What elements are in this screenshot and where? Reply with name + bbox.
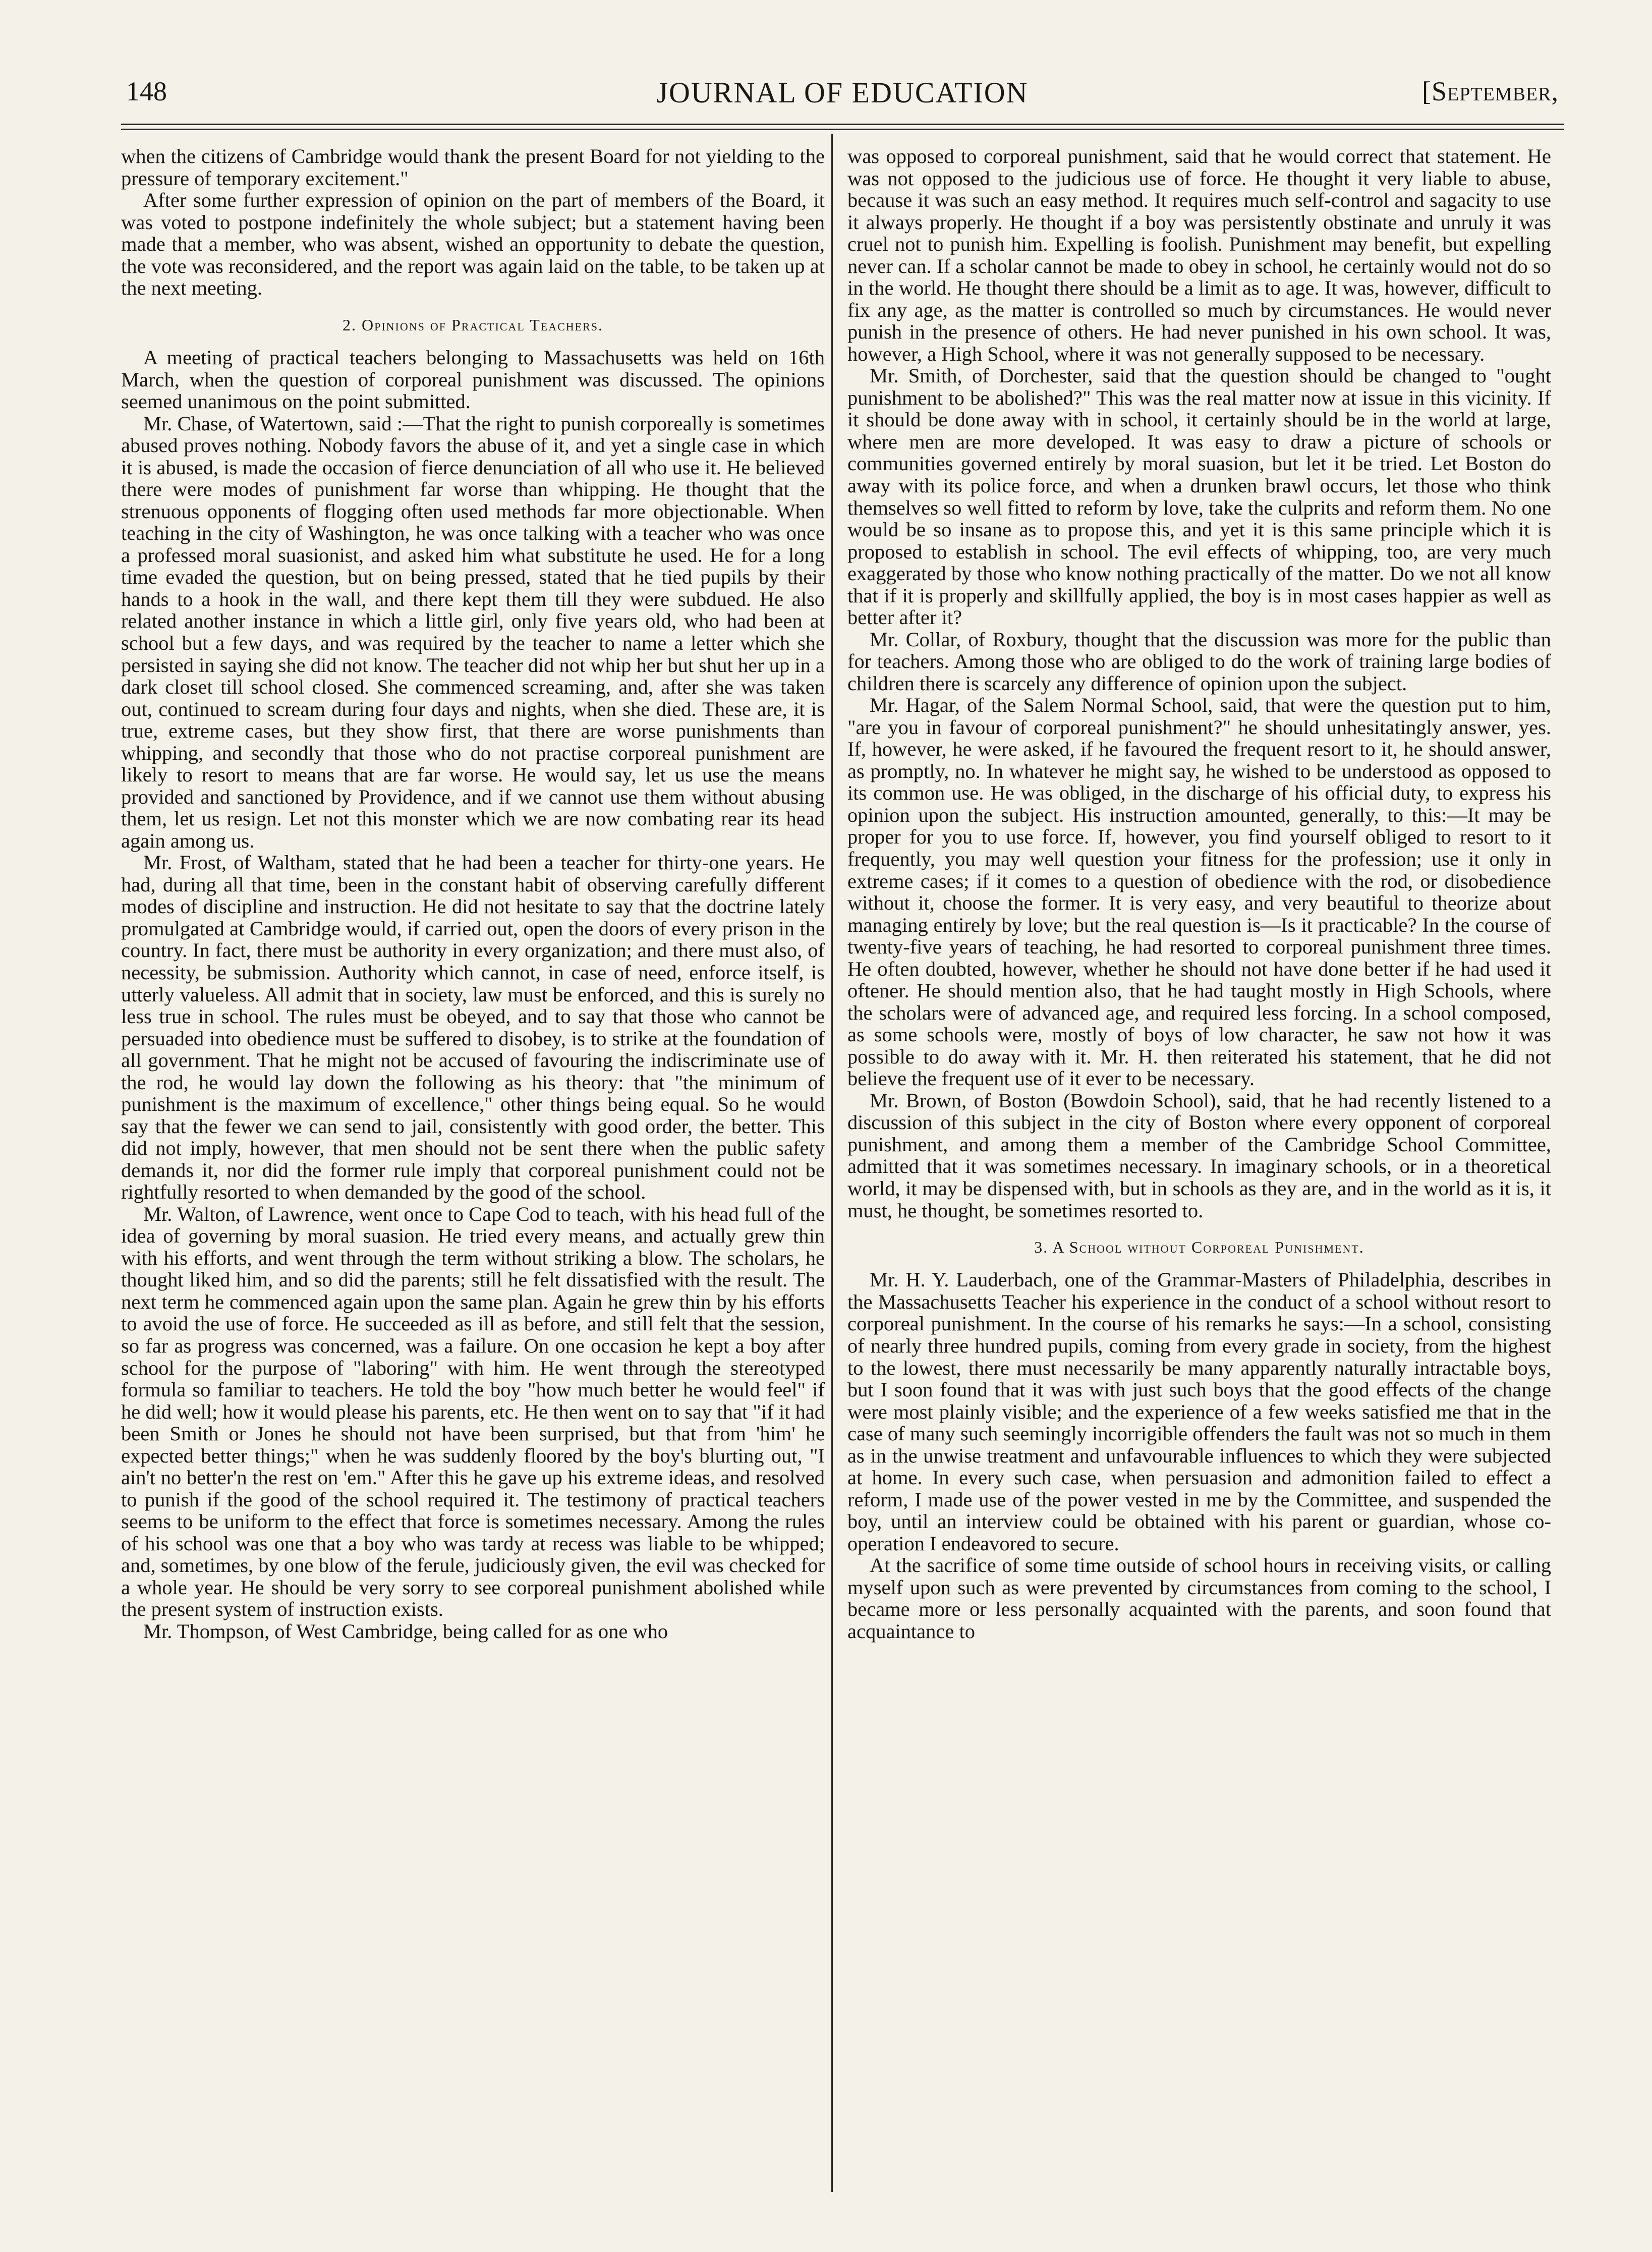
header-rule-top xyxy=(121,124,1564,125)
paragraph: After some further expression of opinion on the part of members of the Board, it was voted to postpone indefinitely the whole subject; but a statement having been made that a member, who was absent, wished an opportunity to debate the question, the vote was reconsidered, and the report was again laid on the table, to be taken up at the next meeting. xyxy=(121,189,825,300)
right-column xyxy=(847,145,1551,2209)
paragraph: Mr. Chase, of Watertown, said :—That the right to punish corporeally is sometimes abused proves nothing. Nobody favors the abuse of it, and yet a single case in which it is abused, is made the occasion of fierce denunciation of all who use it. He believed there were modes of punishment far worse than whipping. He thought that the strenuous opponents of flogging often used methods far more objectionable. When teaching in the city of Washington, he was once talking with a teacher who was once a professed moral suasionist, and asked him what substitute he used. He for a long time evaded the question, but on being pressed, stated that he tied pupils by their hands to a hook in the wall, and there kept them till they were subdued. He also related another instance in which a little girl, only five years old, who had been at school but a few days, and was required by the teacher to name a letter which she persisted in saying she did not know. The teacher did not whip her but shut her up in a dark closet till school closed. She commenced screaming, and, after she was taken out, continued to scream during four days and nights, when she died. These are, it is true, extreme cases, but they show first, that there are worse punishments than whipping, and secondly that those who do not practise corporeal punishment are likely to resort to means that are far worse. He would say, let us use the means provided and sanctioned by Providence, and if we cannot use them without abusing them, let us resign. Let not this monster which we are now combating rear its head again among us. xyxy=(121,412,825,852)
paragraph: Mr. Hagar, of the Salem Normal School, said, that were the question put to him, "are you in favour of corporeal punishment?" he should unhesitatingly answer, yes. If, however, he were asked, if he favoured the frequent resort to it, he should answer, as promptly, no. In whatever he might say, he wished to be understood as opposed to its common use. He was obliged, in the discharge of his official duty, to express his opinion upon the subject. His instruction amounted, generally, to this:—It may be proper for you to use force. If, however, you find yourself obliged to resort to it frequently, you may well question your fitness for the profession; use it only in extreme cases; if it comes to a question of obedience with the rod, or disobedience without it, choose the former. It is very easy, and very beautiful to theorize about managing entirely by love; but the real question is—Is it practicable? In the course of twenty-five years of teaching, he had resorted to corporeal punishment three times. He often doubted, however, whether he should not have done better if he had used it oftener. He should mention also, that he had taught mostly in High Schools, where the scholars were of advanced age, and required less forcing. In a school composed, as some schools were, mostly of boys of low character, he saw not how it was possible to do away with it. Mr. H. then reiterated his statement, that he did not believe the frequent use of it ever to be necessary. xyxy=(847,694,1551,1090)
section-heading: 2. Opinions of Practical Teachers. xyxy=(342,315,604,334)
paragraph: was opposed to corporeal punishment, said that he would correct that statement. He was not opposed to the judicious use of force. He thought it very liable to abuse, because it was such an easy method. It requires much self-control and sagacity to use it always properly. He thought if a boy was persistently obstinate and unruly it was cruel not to punish him. Expelling is foolish. Punishment may benefit, but expelling never can. If a scholar cannot be made to obey in school, he certainly would not do so in the world. He thought there should be a limit as to age. It was, however, difficult to fix any age, as the matter is controlled so much by circumstances. He would never punish in the presence of others. He had never punished in his own school. It was, however, a High School, where it was not generally supposed to be necessary. xyxy=(847,145,1551,365)
paragraph: when the citizens of Cambridge would thank the present Board for not yielding to the pressure of temporary excitement." xyxy=(121,145,825,190)
left-column xyxy=(121,145,825,2209)
paragraph: Mr. Thompson, of West Cambridge, being called for as one who xyxy=(143,1619,668,1643)
paragraph: Mr. Walton, of Lawrence, went once to Cape Cod to teach, with his head full of the idea of governing by moral suasion. He tried every means, and actually grew thin with his efforts, and went through the term without striking a blow. The scholars, he thought liked him, and so did the parents; still he felt dissatisfied with the result. The next term he commenced again upon the same plan. Again he grew thin by his efforts to avoid the use of force. He succeeded as ill as before, and still felt that the session, so far as progress was concerned, was a failure. On one occasion he kept a boy after school for the purpose of "laboring" with him. He went through the stereotyped formula so familiar to teachers. He told the boy "how much better he would feel" if he did well; how it would please his parents, etc. He then went on to say that "if it had been Smith or Jones he should not have been surprised, but that from 'him' he expected better things;" when he was suddenly floored by the boy's blurting out, "I ain't no better'n the rest on 'em." After this he gave up his extreme ideas, and resolved to punish if the good of the school required it. The testimony of practical teachers seems to be uniform to the effect that force is sometimes necessary. Among the rules of his school was one that a boy who was tardy at recess was liable to be whipped; and, sometimes, by one blow of the ferule, judiciously given, the evil was checked for a whole year. He should be very sorry to see corporeal punishment abolished while the present system of instruction exists. xyxy=(121,1202,825,1621)
journal-title: JOURNAL OF EDUCATION xyxy=(656,76,1029,109)
header-rule-bottom xyxy=(121,129,1564,130)
paragraph: At the sacrifice of some time outside of school hours in receiving visits, or calling myself upon such as were prevented by circumstances from coming to the school, I became more or less personally acquainted with the parents, and soon found that acquaintance to xyxy=(847,1554,1551,1643)
page-header xyxy=(126,76,1559,116)
paragraph: Mr. H. Y. Lauderbach, one of the Grammar-Masters of Philadelphia, describes in the Massachusetts Teacher his experience in the conduct of a school without resort to corporeal punishment. In the course of his remarks he says:—In a school, consisting of nearly three hundred pupils, coming from every grade in society, from the highest to the lowest, there must necessarily be many apparently naturally intractable boys, but I soon found that it was with just such boys that the good effects of the change were most plainly visible; and the experience of a few weeks satisfied me that in the case of many such seemingly incorrigible offenders the fault was not so much in them as in the unwise treatment and unfavourable influences to which they were subjected at home. In every such case, when persuasion and admonition failed to effect a reform, I made use of the power vested in me by the Committee, and suspended the boy, until an interview could be obtained with his parent or guardian, whose co-operation I endeavored to secure. xyxy=(847,1268,1551,1555)
paragraph: Mr. Smith, of Dorchester, said that the question should be changed to "ought punishment to be abolished?" This was the real matter now at issue in this vicinity. If it should be done away with in school, it certainly should be in the world at large, where men are more developed. It was easy to draw a picture of schools or communities governed entirely by moral suasion, but let it be tried. Let Boston do away with its police force, and when a drunken brawl occurs, let those who think themselves so well fitted to reform by love, take the culprits and reform them. No one would be so insane as to propose this, and yet it is this same principle which it is proposed to establish in school. The evil effects of whipping, too, are very much exaggerated by those who know nothing practically of the matter. Do we not all know that if it is properly and skillfully applied, the boy is in most cases happier as well as better after it? xyxy=(847,364,1551,629)
running-month: [September, xyxy=(1422,76,1559,106)
section-heading: 3. A School without Corporeal Punishment. xyxy=(1034,1238,1364,1257)
paragraph: Mr. Brown, of Boston (Bowdoin School), said, that he had recently listened to a discussion of this subject in the city of Boston where every opponent of corporeal punishment, and among them a member of the Cambridge School Committee, admitted that it was sometimes necessary. In imaginary schools, or in a theoretical world, it may be dispensed with, but in schools as they are, and in the world as it is, it must, he thought, be sometimes resorted to. xyxy=(847,1089,1551,1222)
paragraph: A meeting of practical teachers belonging to Massachusetts was held on 16th March, when the question of corporeal punishment was discussed. The opinions seemed unanimous on the point submitted. xyxy=(121,346,825,413)
paragraph: Mr. Collar, of Roxbury, thought that the discussion was more for the public than for teachers. Among those who are obliged to do the work of training large bodies of children there is scarcely any difference of opinion upon the subject. xyxy=(847,628,1551,695)
page-number: 148 xyxy=(126,76,167,106)
column-divider xyxy=(831,134,833,2192)
paragraph: Mr. Frost, of Waltham, stated that he had been a teacher for thirty-one years. He had, during all that time, been in the constant habit of observing carefully different modes of discipline and instruction. He did not hesitate to say that the doctrine lately promulgated at Cambridge would, if carried out, open the doors of every prison in the country. In fact, there must be authority in every organization; and there must also, of necessity, be submission. Authority which cannot, in case of need, enforce itself, is utterly valueless. All admit that in society, law must be enforced, and this is surely no less true in school. The rules must be obeyed, and to say that those who cannot be persuaded into obedience must be suffered to disobey, is to strike at the foundation of all government. That he might not be accused of favouring the indiscriminate use of the rod, he would lay down the following as his theory: that "the minimum of punishment is the maximum of excellence," other things being equal. So he would say that the fewer we can send to jail, consistently with good order, the better. This did not imply, however, that men should not be sent there when the public safety demands it, nor did the former rule imply that corporeal punishment could not be rightfully resorted to when demanded by the good of the school. xyxy=(121,851,825,1204)
